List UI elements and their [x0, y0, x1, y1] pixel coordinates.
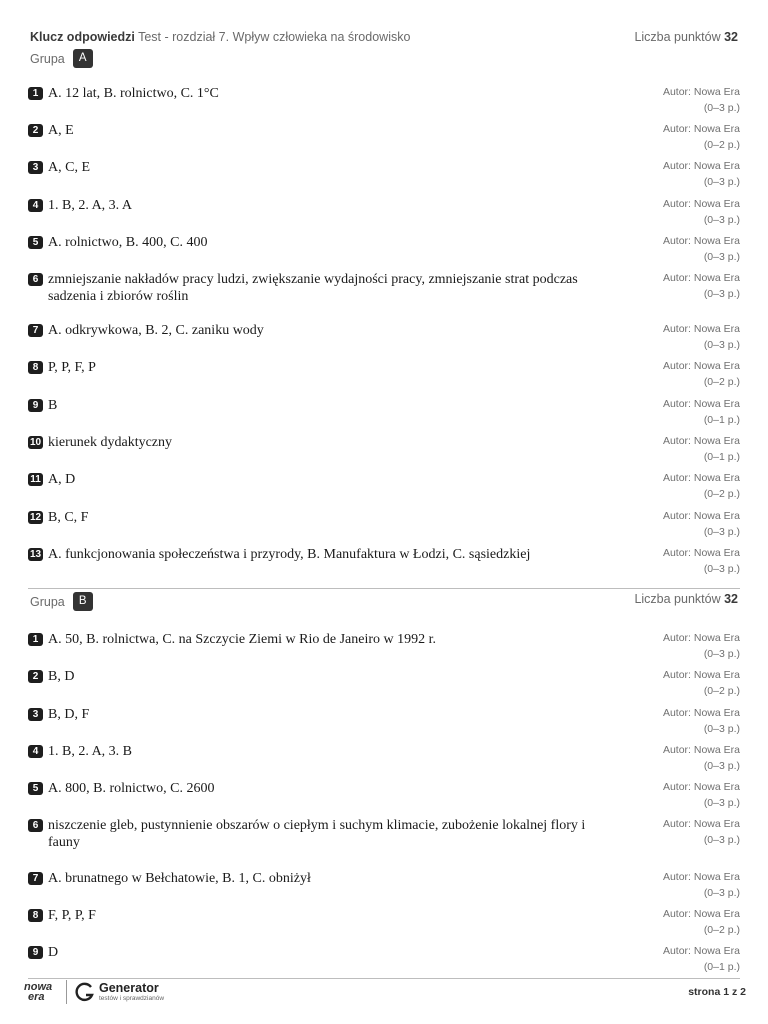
- answer-text: B, C, F: [48, 510, 89, 525]
- author-label: Autor: Nowa Era: [662, 744, 740, 756]
- logo-line2: era: [28, 991, 45, 1003]
- question-number: 4: [28, 745, 43, 758]
- answer-text: A, D: [48, 472, 76, 487]
- question-number: 8: [28, 361, 43, 374]
- footer-logos: [24, 980, 164, 1004]
- answer-meta: [663, 816, 740, 848]
- question-number: 6: [28, 819, 43, 832]
- answer-text: kierunek dydaktyczny: [48, 435, 173, 450]
- question-number: 13: [30, 549, 42, 560]
- generator-subtitle: testów i sprawdzianów: [99, 994, 165, 1002]
- points-range: (0–3 p.): [703, 339, 740, 351]
- author-label: Autor: Nowa Era: [662, 818, 740, 830]
- question-number: 7: [28, 872, 43, 885]
- document-title: [30, 30, 410, 44]
- author-label: Autor: Nowa Era: [662, 945, 740, 957]
- group-label: Grupa: [30, 51, 65, 66]
- points-range: (0–3 p.): [703, 563, 740, 575]
- author-label: Autor: Nowa Era: [662, 632, 740, 644]
- points-value: 32: [724, 592, 738, 606]
- answer-text: A. odkrywkowa, B. 2, C. zaniku wody: [48, 323, 264, 338]
- question-number: 5: [28, 782, 43, 795]
- question-number: 8: [28, 909, 43, 922]
- author-label: Autor: Nowa Era: [662, 123, 740, 135]
- title-rest: Test - rozdział 7. Wpływ człowieka na środowisko: [134, 30, 411, 44]
- points-range: (0–3 p.): [703, 251, 740, 263]
- answer-text: P, P, F, P: [48, 360, 96, 375]
- points-range: (0–1 p.): [703, 451, 740, 463]
- author-label: Autor: Nowa Era: [662, 272, 740, 284]
- author-label: Autor: Nowa Era: [662, 707, 740, 719]
- logo-separator: [66, 980, 67, 1004]
- answer-meta: [663, 433, 740, 465]
- points-range: (0–2 p.): [703, 376, 740, 388]
- answer-meta: [663, 630, 740, 662]
- author-label: Autor: Nowa Era: [662, 198, 740, 210]
- answer-meta: [663, 321, 740, 353]
- answer-text: zmniejszanie nakładów pracy ludzi, zwiększanie wydajności pracy, zmniejszanie strat podczas sadzenia i zbiorów roślin: [48, 272, 578, 304]
- points-range: (0–3 p.): [703, 176, 740, 188]
- answer-text: 1. B, 2. A, 3. A: [48, 198, 133, 213]
- question-number: 6: [28, 273, 43, 286]
- generator-icon: [75, 982, 95, 1002]
- points-range: (0–3 p.): [703, 214, 740, 226]
- answer-meta: [663, 779, 740, 811]
- answer-meta: [663, 705, 740, 737]
- question-number: 3: [28, 708, 43, 721]
- answer-text: F, P, P, F: [48, 908, 96, 923]
- answer-text: A. 50, B. rolnictwa, C. na Szczycie Ziemi w Rio de Janeiro w 1992 r.: [48, 632, 437, 647]
- points-range: (0–2 p.): [703, 924, 740, 936]
- group-badge: A: [73, 49, 93, 68]
- points-range: (0–2 p.): [703, 685, 740, 697]
- answer-meta: [663, 470, 740, 502]
- points-range: (0–3 p.): [703, 887, 740, 899]
- generator-title: Generator: [99, 980, 159, 995]
- footer-divider: [28, 978, 740, 979]
- answer-meta: [663, 667, 740, 699]
- answer-meta: [663, 943, 740, 975]
- answer-meta: [663, 508, 740, 540]
- answer-text: niszczenie gleb, pustynnienie obszarów o ciepłym i suchym klimacie, zubożenie lokalnej flory i fauny: [48, 818, 586, 850]
- page-number: strona 1 z 2: [688, 986, 746, 998]
- answer-text: 1. B, 2. A, 3. B: [48, 744, 133, 759]
- points-label: Liczba punktów: [634, 592, 721, 606]
- question-number: 11: [28, 473, 43, 486]
- author-label: Autor: Nowa Era: [662, 235, 740, 247]
- answer-text: B, D: [48, 669, 75, 684]
- author-label: Autor: Nowa Era: [662, 472, 740, 484]
- question-number: 10: [30, 437, 42, 448]
- points-range: (0–3 p.): [703, 797, 740, 809]
- title-bold: Klucz odpowiedzi: [30, 30, 135, 44]
- author-label: Autor: Nowa Era: [662, 86, 740, 98]
- question-number: 2: [28, 670, 43, 683]
- question-number: 1: [28, 633, 43, 646]
- question-number: 9: [28, 399, 43, 412]
- points-range: (0–3 p.): [703, 834, 740, 846]
- author-label: Autor: Nowa Era: [662, 323, 740, 335]
- question-number: 7: [28, 324, 43, 337]
- question-number: 1: [28, 87, 43, 100]
- answer-text: B: [48, 398, 58, 413]
- answer-meta: [663, 906, 740, 938]
- question-number: 5: [28, 236, 43, 249]
- answer-meta: [663, 158, 740, 190]
- answer-meta: [663, 84, 740, 116]
- points-range: (0–2 p.): [703, 488, 740, 500]
- answer-meta: [663, 121, 740, 153]
- answer-text: A. 800, B. rolnictwo, C. 2600: [48, 781, 215, 796]
- points-range: (0–3 p.): [703, 288, 740, 300]
- points-range: (0–1 p.): [703, 414, 740, 426]
- question-number: 2: [28, 124, 43, 137]
- answer-meta: [663, 742, 740, 774]
- author-label: Autor: Nowa Era: [662, 669, 740, 681]
- answer-text: A, E: [48, 123, 74, 138]
- answer-text: A, C, E: [48, 160, 90, 175]
- points-range: (0–1 p.): [703, 961, 740, 973]
- author-label: Autor: Nowa Era: [662, 435, 740, 447]
- answer-meta: [663, 545, 740, 577]
- answer-text: D: [48, 945, 59, 960]
- points-range: (0–3 p.): [703, 723, 740, 735]
- points-range: (0–3 p.): [703, 648, 740, 660]
- answer-text: A. 12 lat, B. rolnictwo, C. 1°C: [48, 86, 219, 101]
- group-divider: [28, 588, 740, 589]
- author-label: Autor: Nowa Era: [662, 398, 740, 410]
- group-a-header: [30, 49, 93, 68]
- points-total-b: [634, 592, 738, 606]
- answer-text: A. funkcjonowania społeczeństwa i przyrody, B. Manufaktura w Łodzi, C. sąsiedzkiej: [48, 547, 531, 562]
- answer-meta: [663, 869, 740, 901]
- group-label: Grupa: [30, 594, 65, 609]
- answer-text: A. brunatnego w Bełchatowie, B. 1, C. obniżył: [48, 871, 311, 886]
- nowa-era-logo: [24, 982, 60, 1002]
- author-label: Autor: Nowa Era: [662, 547, 740, 559]
- question-number: 4: [28, 199, 43, 212]
- answer-meta: [663, 358, 740, 390]
- points-total-a: [634, 30, 738, 44]
- answer-meta: [663, 396, 740, 428]
- points-range: (0–3 p.): [703, 526, 740, 538]
- answer-text: B, D, F: [48, 707, 90, 722]
- points-range: (0–2 p.): [703, 139, 740, 151]
- question-number: 9: [28, 946, 43, 959]
- points-value: 32: [724, 30, 738, 44]
- logo-line1: nowa: [24, 981, 53, 993]
- answer-meta: [663, 233, 740, 265]
- answer-meta: [663, 196, 740, 228]
- question-number: 3: [28, 161, 43, 174]
- question-number: 12: [30, 512, 42, 523]
- answer-meta: [663, 270, 740, 302]
- points-label: Liczba punktów: [634, 30, 721, 44]
- author-label: Autor: Nowa Era: [662, 781, 740, 793]
- group-badge: B: [73, 592, 93, 611]
- author-label: Autor: Nowa Era: [662, 360, 740, 372]
- author-label: Autor: Nowa Era: [662, 908, 740, 920]
- points-range: (0–3 p.): [703, 760, 740, 772]
- points-range: (0–3 p.): [703, 102, 740, 114]
- author-label: Autor: Nowa Era: [662, 510, 740, 522]
- answer-text: A. rolnictwo, B. 400, C. 400: [48, 235, 208, 250]
- group-b-header: [30, 592, 93, 611]
- generator-logo: [99, 982, 164, 1003]
- author-label: Autor: Nowa Era: [662, 160, 740, 172]
- author-label: Autor: Nowa Era: [662, 871, 740, 883]
